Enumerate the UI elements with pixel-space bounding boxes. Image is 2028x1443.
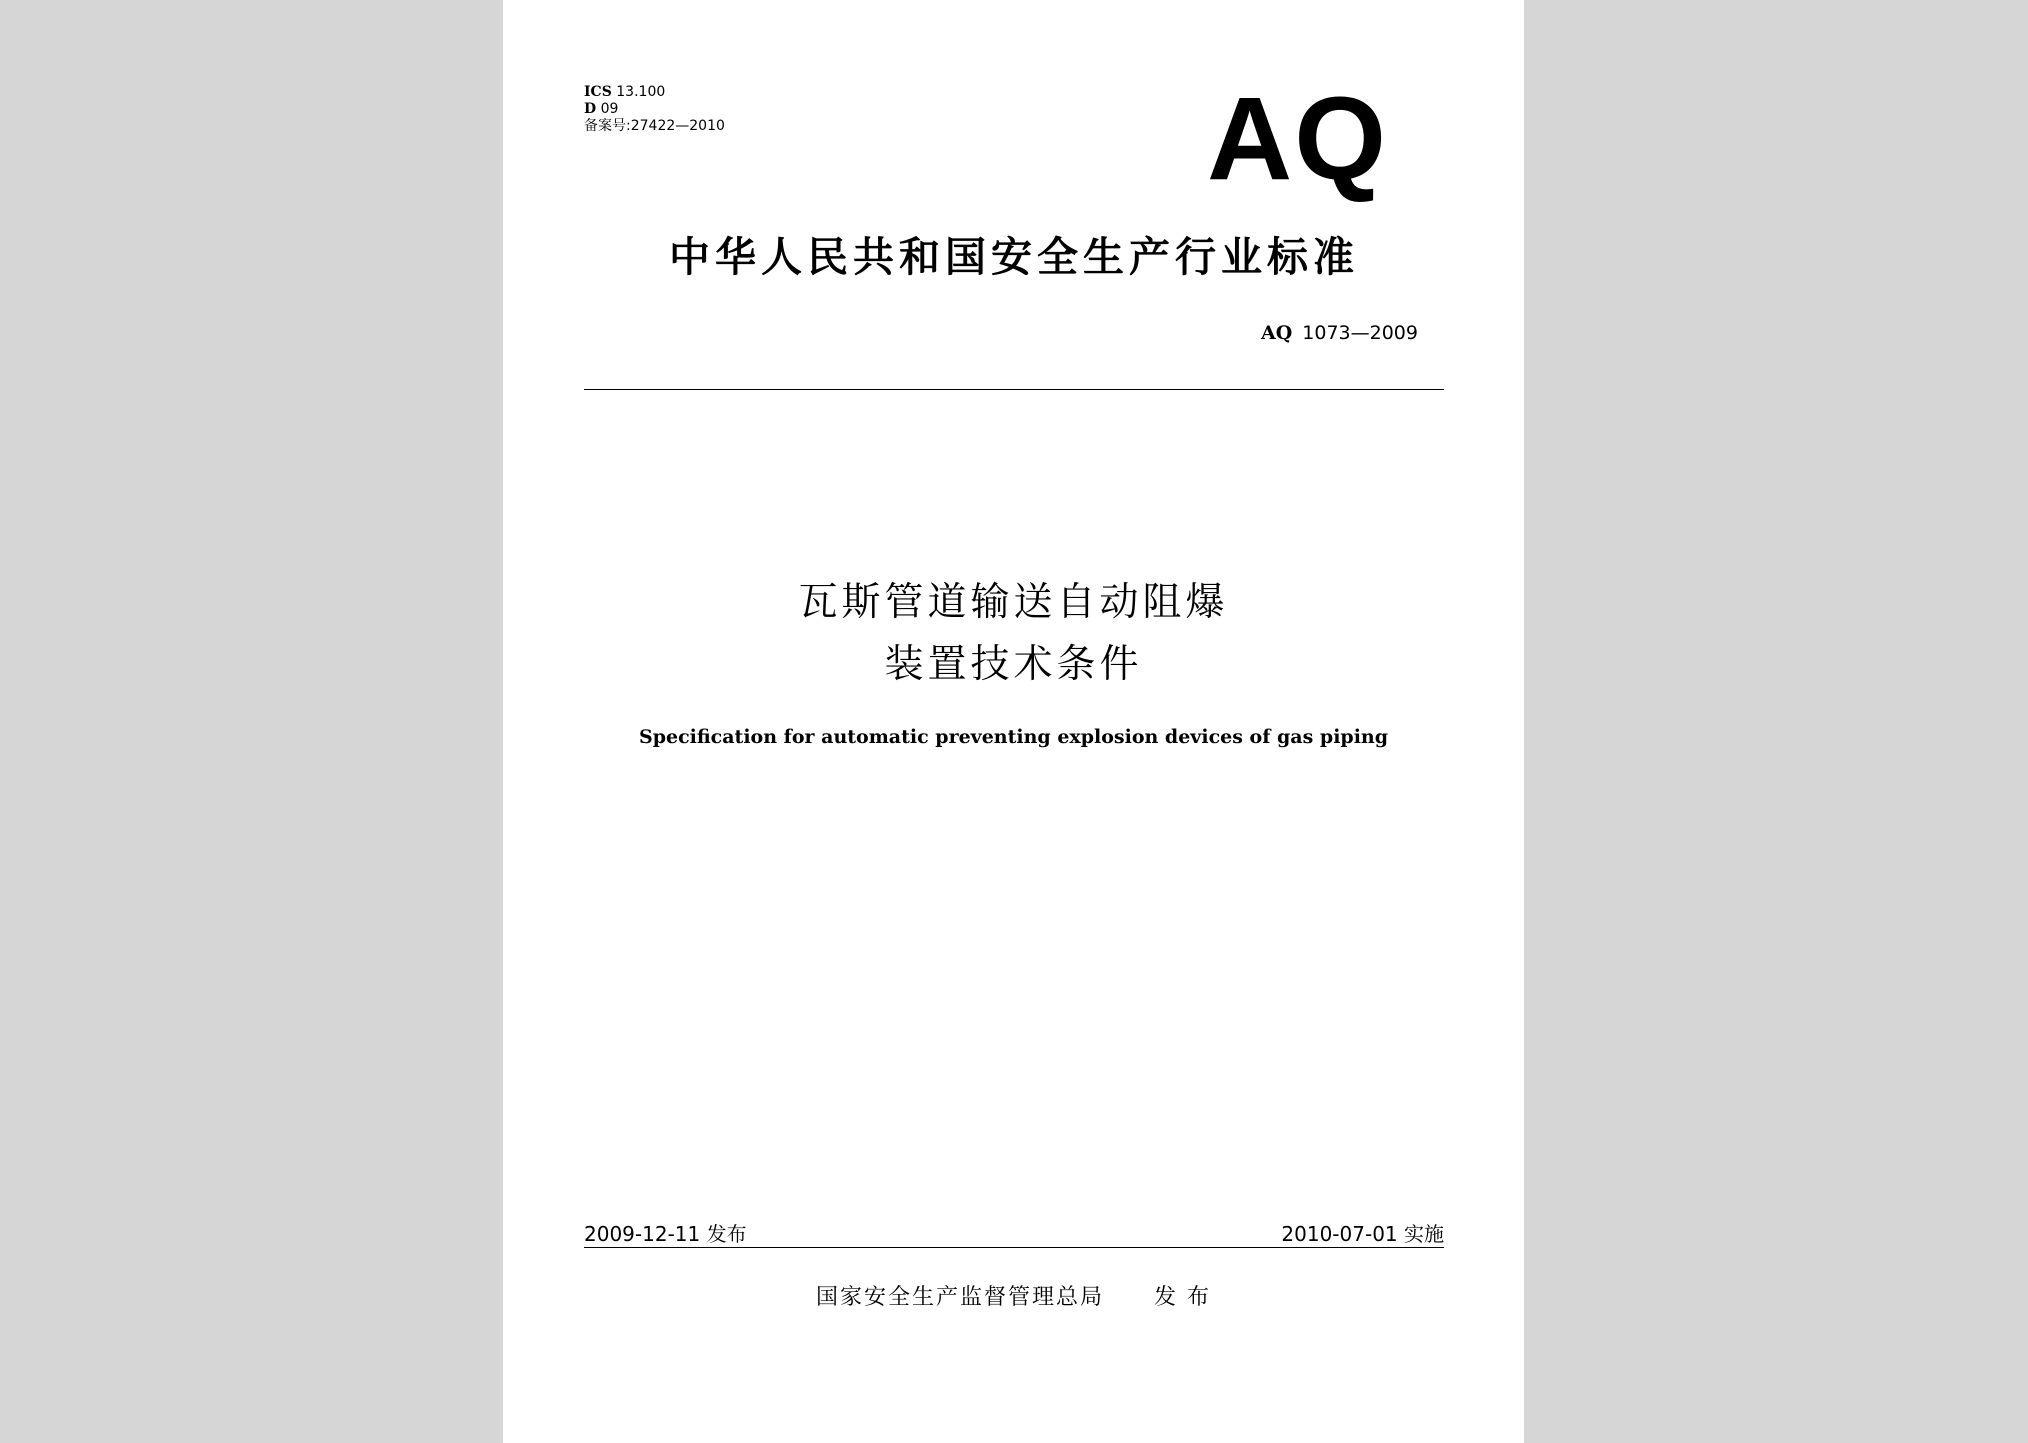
standard-number bbox=[1261, 322, 1418, 344]
implementation-date: 2010-07-01 实施 bbox=[1281, 1222, 1444, 1246]
publisher bbox=[503, 1280, 1524, 1311]
footer-divider bbox=[584, 1247, 1444, 1248]
classification-block bbox=[584, 84, 725, 135]
document-title bbox=[503, 572, 1524, 696]
standard-code: 1073—2009 bbox=[1302, 322, 1418, 344]
issue-date: 2009-12-11 发布 bbox=[584, 1222, 747, 1246]
industry-standard-title: 中华人民共和国安全生产行业标准 bbox=[669, 233, 1359, 281]
standard-prefix: AQ bbox=[1260, 322, 1293, 344]
ics-code: ICS 13.100 bbox=[584, 84, 666, 100]
publisher-name: 国家安全生产监督管理总局 bbox=[815, 1285, 1104, 1310]
document-title-line-2: 装置技术条件 bbox=[884, 642, 1143, 687]
ccs-code: D 09 bbox=[584, 101, 619, 117]
aq-logo: AQ bbox=[1207, 73, 1388, 205]
document-title-line-1: 瓦斯管道输送自动阻爆 bbox=[798, 580, 1229, 625]
publisher-action: 发 布 bbox=[1154, 1285, 1211, 1310]
document-page bbox=[503, 0, 1524, 1443]
header-divider bbox=[584, 389, 1444, 390]
record-number: 备案号:27422—2010 bbox=[584, 118, 725, 134]
english-title: Specification for automatic preventing explosion devices of gas piping bbox=[638, 726, 1389, 748]
